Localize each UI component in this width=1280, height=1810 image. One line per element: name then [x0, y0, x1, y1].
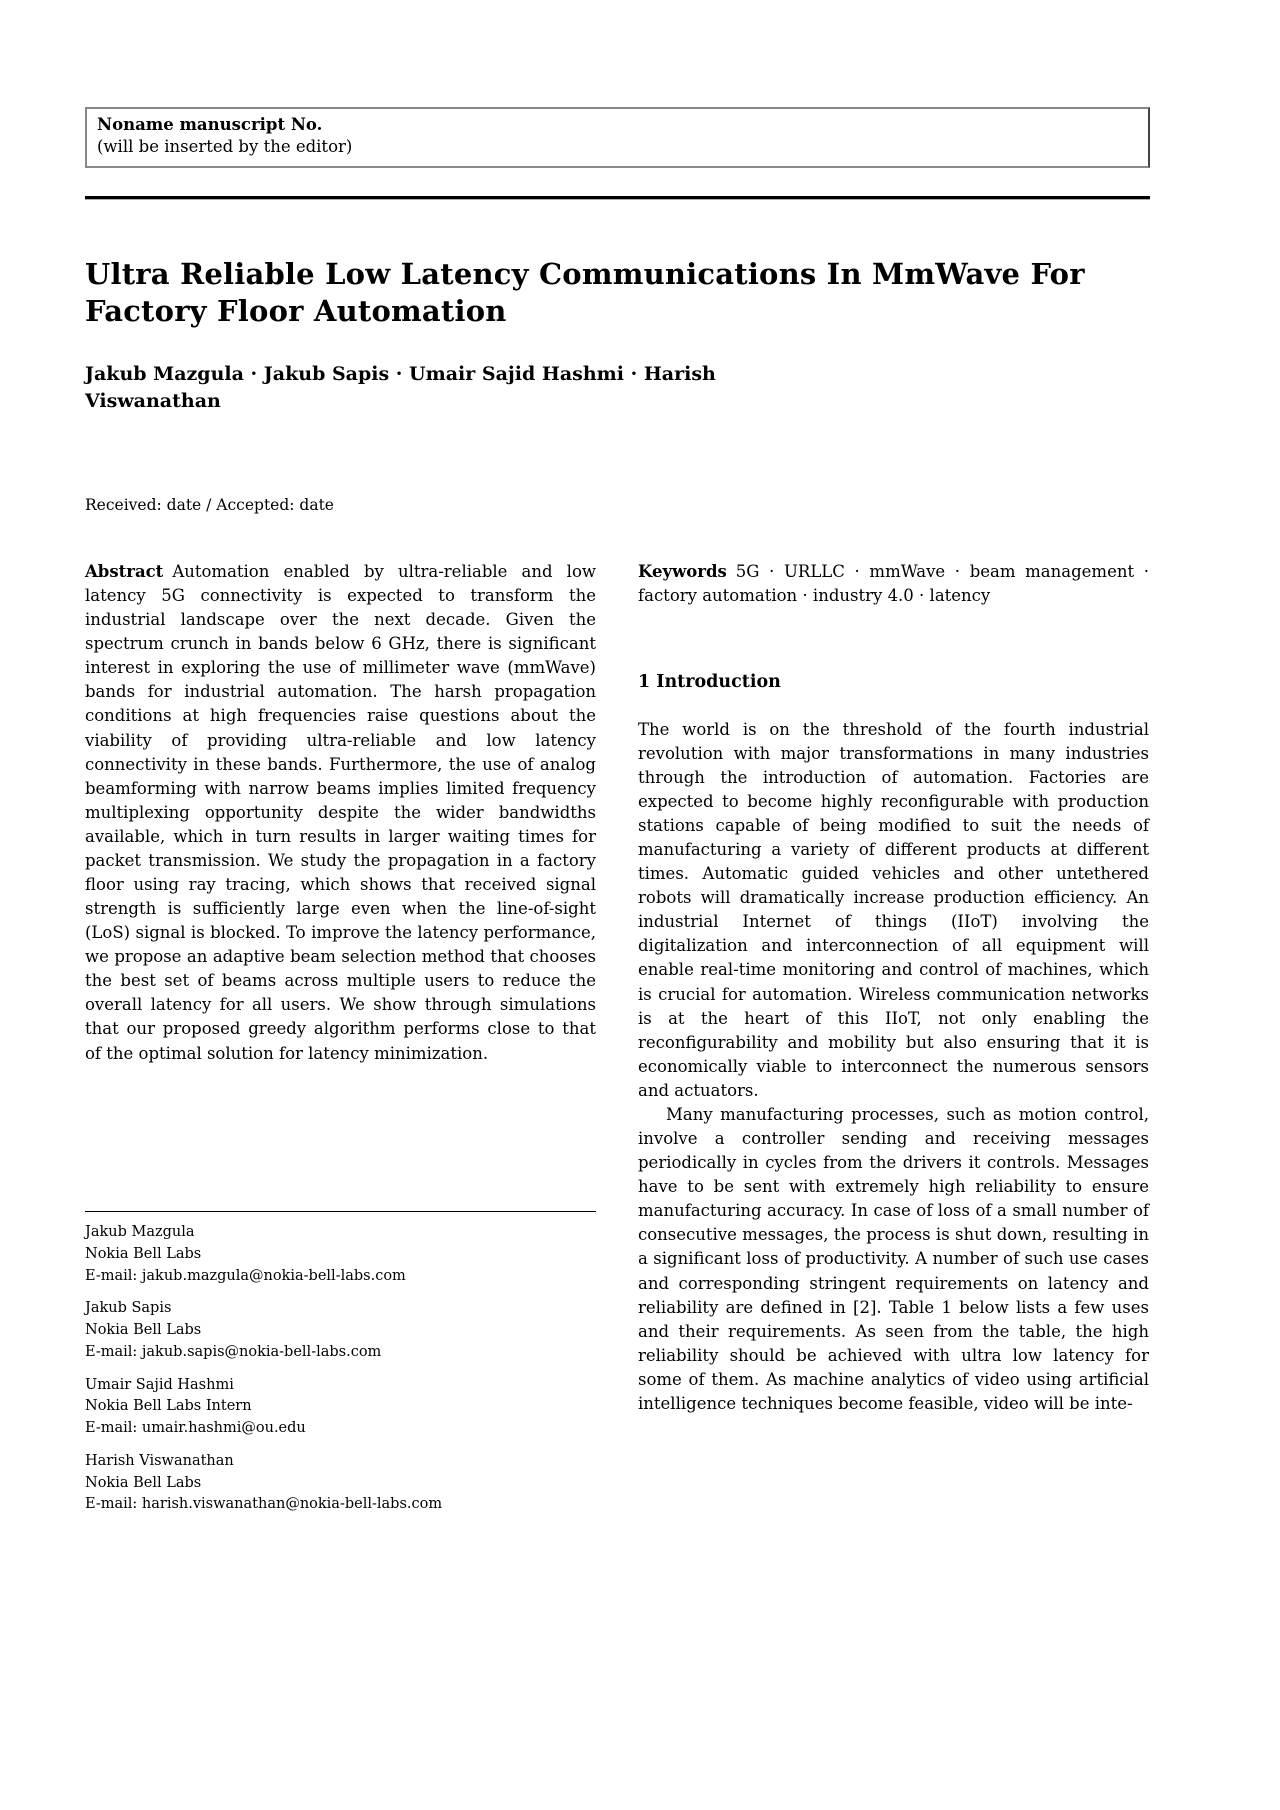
- keywords-label: Keywords: [638, 562, 727, 581]
- footnotes-area: [85, 1211, 596, 1527]
- manuscript-note-box: [85, 107, 1150, 168]
- footnote-email: E-mail: harish.viswanathan@nokia-bell-labs.com: [85, 1496, 443, 1513]
- intro-paragraph-2: Many manufacturing processes, such as motion control, involve a controller sending and receiving messages periodically in cycles from the drivers it controls. Messages have to be sent with extremely high reliability to ensure manufacturing accuracy. In case of loss of a small number of consecutive messages, the process is shut down, resulting in a significant loss of productivity. A number of such use cases and corresponding stringent requirements on latency and reliability are defined in [2]. Table 1 below lists a few uses and their requirements. As seen from the table, the high reliability should be achieved with ultra low latency for some of them. As machine analytics of video using artificial intelligence techniques become feasible, video will be inte-: [638, 1104, 1149, 1413]
- footnote-author-name: Umair Sajid Hashmi: [85, 1376, 234, 1393]
- abstract-paragraph: [85, 560, 596, 1066]
- footnote-block: [85, 1375, 596, 1440]
- manuscript-note-line1: Noname manuscript No.: [97, 115, 323, 134]
- footnote-affiliation: Nokia Bell Labs: [85, 1474, 202, 1491]
- footnote-block: [85, 1298, 596, 1363]
- footnote-block: [85, 1222, 596, 1287]
- footnote-email: E-mail: jakub.mazgula@nokia-bell-labs.com: [85, 1267, 406, 1284]
- header-rule: [85, 196, 1150, 200]
- right-column: [638, 560, 1149, 1605]
- keywords-paragraph: [638, 560, 1149, 608]
- footnote-rule: [85, 1211, 596, 1212]
- footnote-affiliation: Nokia Bell Labs: [85, 1245, 202, 1262]
- two-column-body: [85, 560, 1150, 1605]
- footnote-block: [85, 1451, 596, 1516]
- manuscript-note-line2: (will be inserted by the editor): [97, 137, 353, 157]
- received-accepted-line: Received: date / Accepted: date: [85, 496, 334, 514]
- section-heading-introduction: 1 Introduction: [638, 672, 781, 693]
- paper-title: Ultra Reliable Low Latency Communications In MmWave For Factory Floor Automation: [85, 256, 1085, 329]
- abstract-label: Abstract: [85, 562, 164, 581]
- footnote-affiliation: Nokia Bell Labs Intern: [85, 1398, 252, 1415]
- abstract-text: Automation enabled by ultra-reliable and low latency 5G connectivity is expected to transform the industrial landscape over the next decade. Given the spectrum crunch in bands below 6 GHz, there is significant interest in exploring the use of millimeter wave (mmWave) bands for industrial automation. The harsh propagation conditions at high frequencies raise questions about the viability of providing ultra-reliable and low latency connectivity in these bands. Furthermore, the use of analog beamforming with narrow beams implies limited frequency multiplexing opportunity despite the wider bandwidths available, which in turn results in larger waiting times for packet transmission. We study the propagation in a factory floor using ray tracing, which shows that received signal strength is sufficiently large even when the line-of-sight (LoS) signal is blocked. To improve the latency performance, we propose an adaptive beam selection method that chooses the best set of beams across multiple users to reduce the overall latency for all users. We show through simulations that our proposed greedy algorithm performs close to that of the optimal solution for latency minimization.: [85, 562, 596, 1063]
- footnote-email: E-mail: umair.hashmi@ou.edu: [85, 1420, 306, 1436]
- footnote-author-name: Harish Viswanathan: [85, 1452, 234, 1469]
- footnote-author-name: Jakub Sapis: [85, 1300, 172, 1317]
- footnote-affiliation: Nokia Bell Labs: [85, 1322, 202, 1338]
- intro-paragraph-1: The world is on the threshold of the fourth industrial revolution with major transformations in many industries through the introduction of automation. Factories are expected to become highly reconfigurable with production stations capable of being modified to suit the needs of manufacturing a variety of different products at different times. Automatic guided vehicles and other untethered robots will dramatically increase production efficiency. An industrial Internet of things (IIoT) involving the digitalization and interconnection of all equipment will enable real-time monitoring and control of machines, which is crucial for automation. Wireless communication networks is at the heart of this IIoT, not only enabling the reconfigurability and mobility but also ensuring that it is economically viable to interconnect the numerous sensors and actuators.: [638, 719, 1149, 1100]
- left-column: [85, 560, 596, 1605]
- page-body: [85, 0, 1150, 1605]
- author-line: Jakub Mazgula · Jakub Sapis · Umair Sajid Hashmi · Harish Viswanathan: [85, 362, 716, 413]
- footnote-author-name: Jakub Mazgula: [85, 1224, 195, 1240]
- keywords-text: 5G · URLLC · mmWave · beam management · factory automation · industry 4.0 · latency: [638, 562, 1149, 606]
- footnote-email: E-mail: jakub.sapis@nokia-bell-labs.com: [85, 1343, 382, 1360]
